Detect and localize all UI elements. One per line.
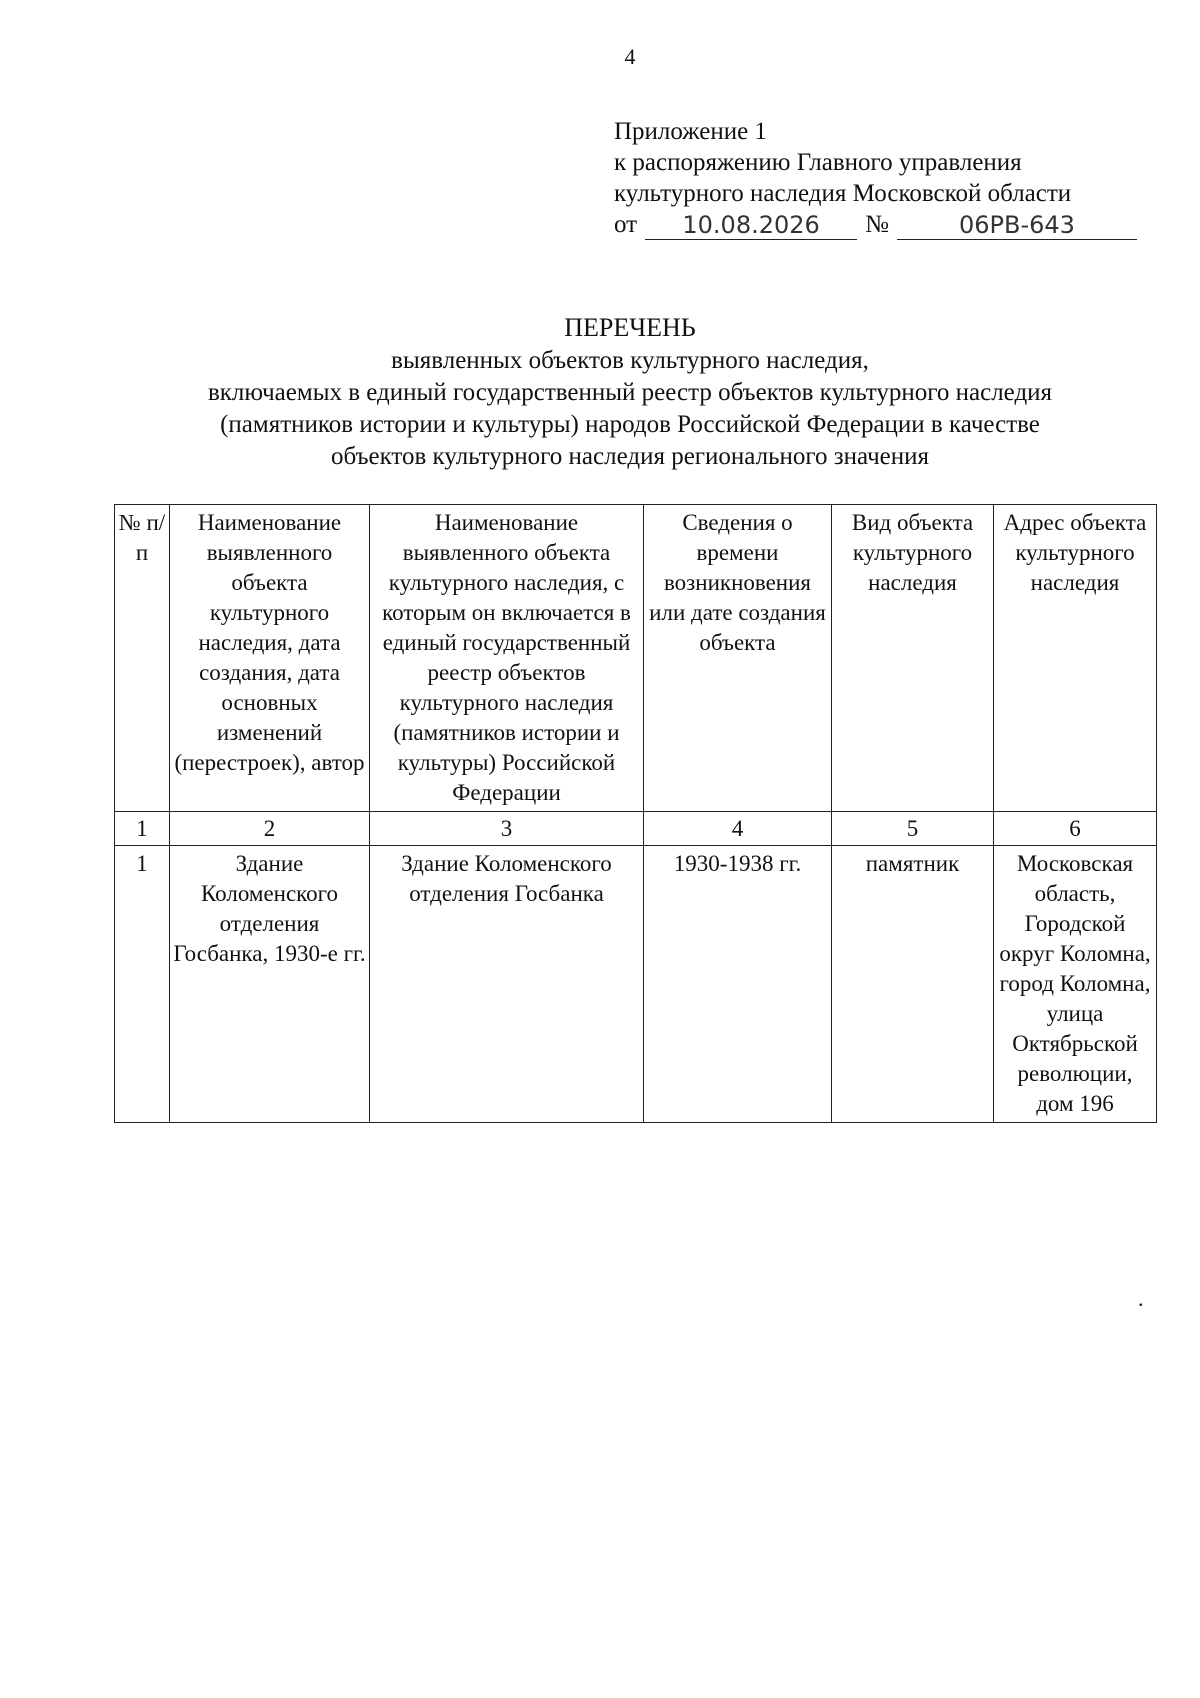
title-line-3: (памятников истории и культуры) народов Российской Федерации в качестве xyxy=(220,411,1040,438)
header-object-name: Наименование выявленного объекта культурного наследия, дата создания, дата основных изменений (перестроек), автор xyxy=(170,505,370,812)
column-number: 6 xyxy=(994,812,1157,846)
creation-date-cell: 1930-1938 гг. xyxy=(644,846,832,1123)
column-number: 5 xyxy=(832,812,994,846)
trailing-mark: . xyxy=(1138,1286,1144,1311)
header-number: № п/п xyxy=(115,505,170,812)
column-number: 1 xyxy=(115,812,170,846)
title-line-4: объектов культурного наследия регионального значения xyxy=(330,443,930,470)
date-prefix: от xyxy=(614,211,638,238)
column-number: 3 xyxy=(370,812,644,846)
column-number-row xyxy=(115,812,1157,846)
title-line-1: выявленных объектов культурного наследия, xyxy=(391,347,869,374)
column-number: 4 xyxy=(644,812,832,846)
page-number: 4 xyxy=(624,44,636,69)
table-row xyxy=(115,846,1157,1123)
heritage-objects-table xyxy=(114,504,1157,1123)
appendix-order-line: к распоряжению Главного управления xyxy=(614,149,1022,176)
object-type-cell: памятник xyxy=(832,846,994,1123)
title-heading: ПЕРЕЧЕНЬ xyxy=(564,313,696,342)
appendix-authority-line: культурного наследия Московской области xyxy=(614,180,1072,207)
header-creation-info: Сведения о времени возникновения или дате создания объекта xyxy=(644,505,832,812)
order-date-field: 10.08.2026 xyxy=(645,211,857,240)
table-header-row xyxy=(115,505,1157,812)
appendix-title: Приложение 1 xyxy=(614,118,767,145)
appendix-reference-line xyxy=(614,209,1154,240)
registry-name-cell: Здание Коломенского отделения Госбанка xyxy=(370,846,644,1123)
title-line-2: включаемых в единый государственный реестр объектов культурного наследия xyxy=(207,379,1053,406)
header-registry-name: Наименование выявленного объекта культурного наследия, с которым он включается в единый государственный реестр объектов культурного наследия (памятников истории и культуры) Российской Федерации xyxy=(370,505,644,812)
number-prefix: № xyxy=(865,211,889,238)
header-object-type: Вид объекта культурного наследия xyxy=(832,505,994,812)
order-number-field: 06РВ-643 xyxy=(897,211,1137,240)
row-number-cell: 1 xyxy=(115,846,170,1123)
document-title xyxy=(0,312,1200,473)
appendix-header xyxy=(614,116,1154,240)
object-name-cell: Здание Коломенского отделения Госбанка, 1930-е гг. xyxy=(170,846,370,1123)
header-address: Адрес объекта культурного наследия xyxy=(994,505,1157,812)
address-cell: Московская область, Городской округ Коломна, город Коломна, улица Октябрьской революции, дом 196 xyxy=(994,846,1157,1123)
column-number: 2 xyxy=(170,812,370,846)
